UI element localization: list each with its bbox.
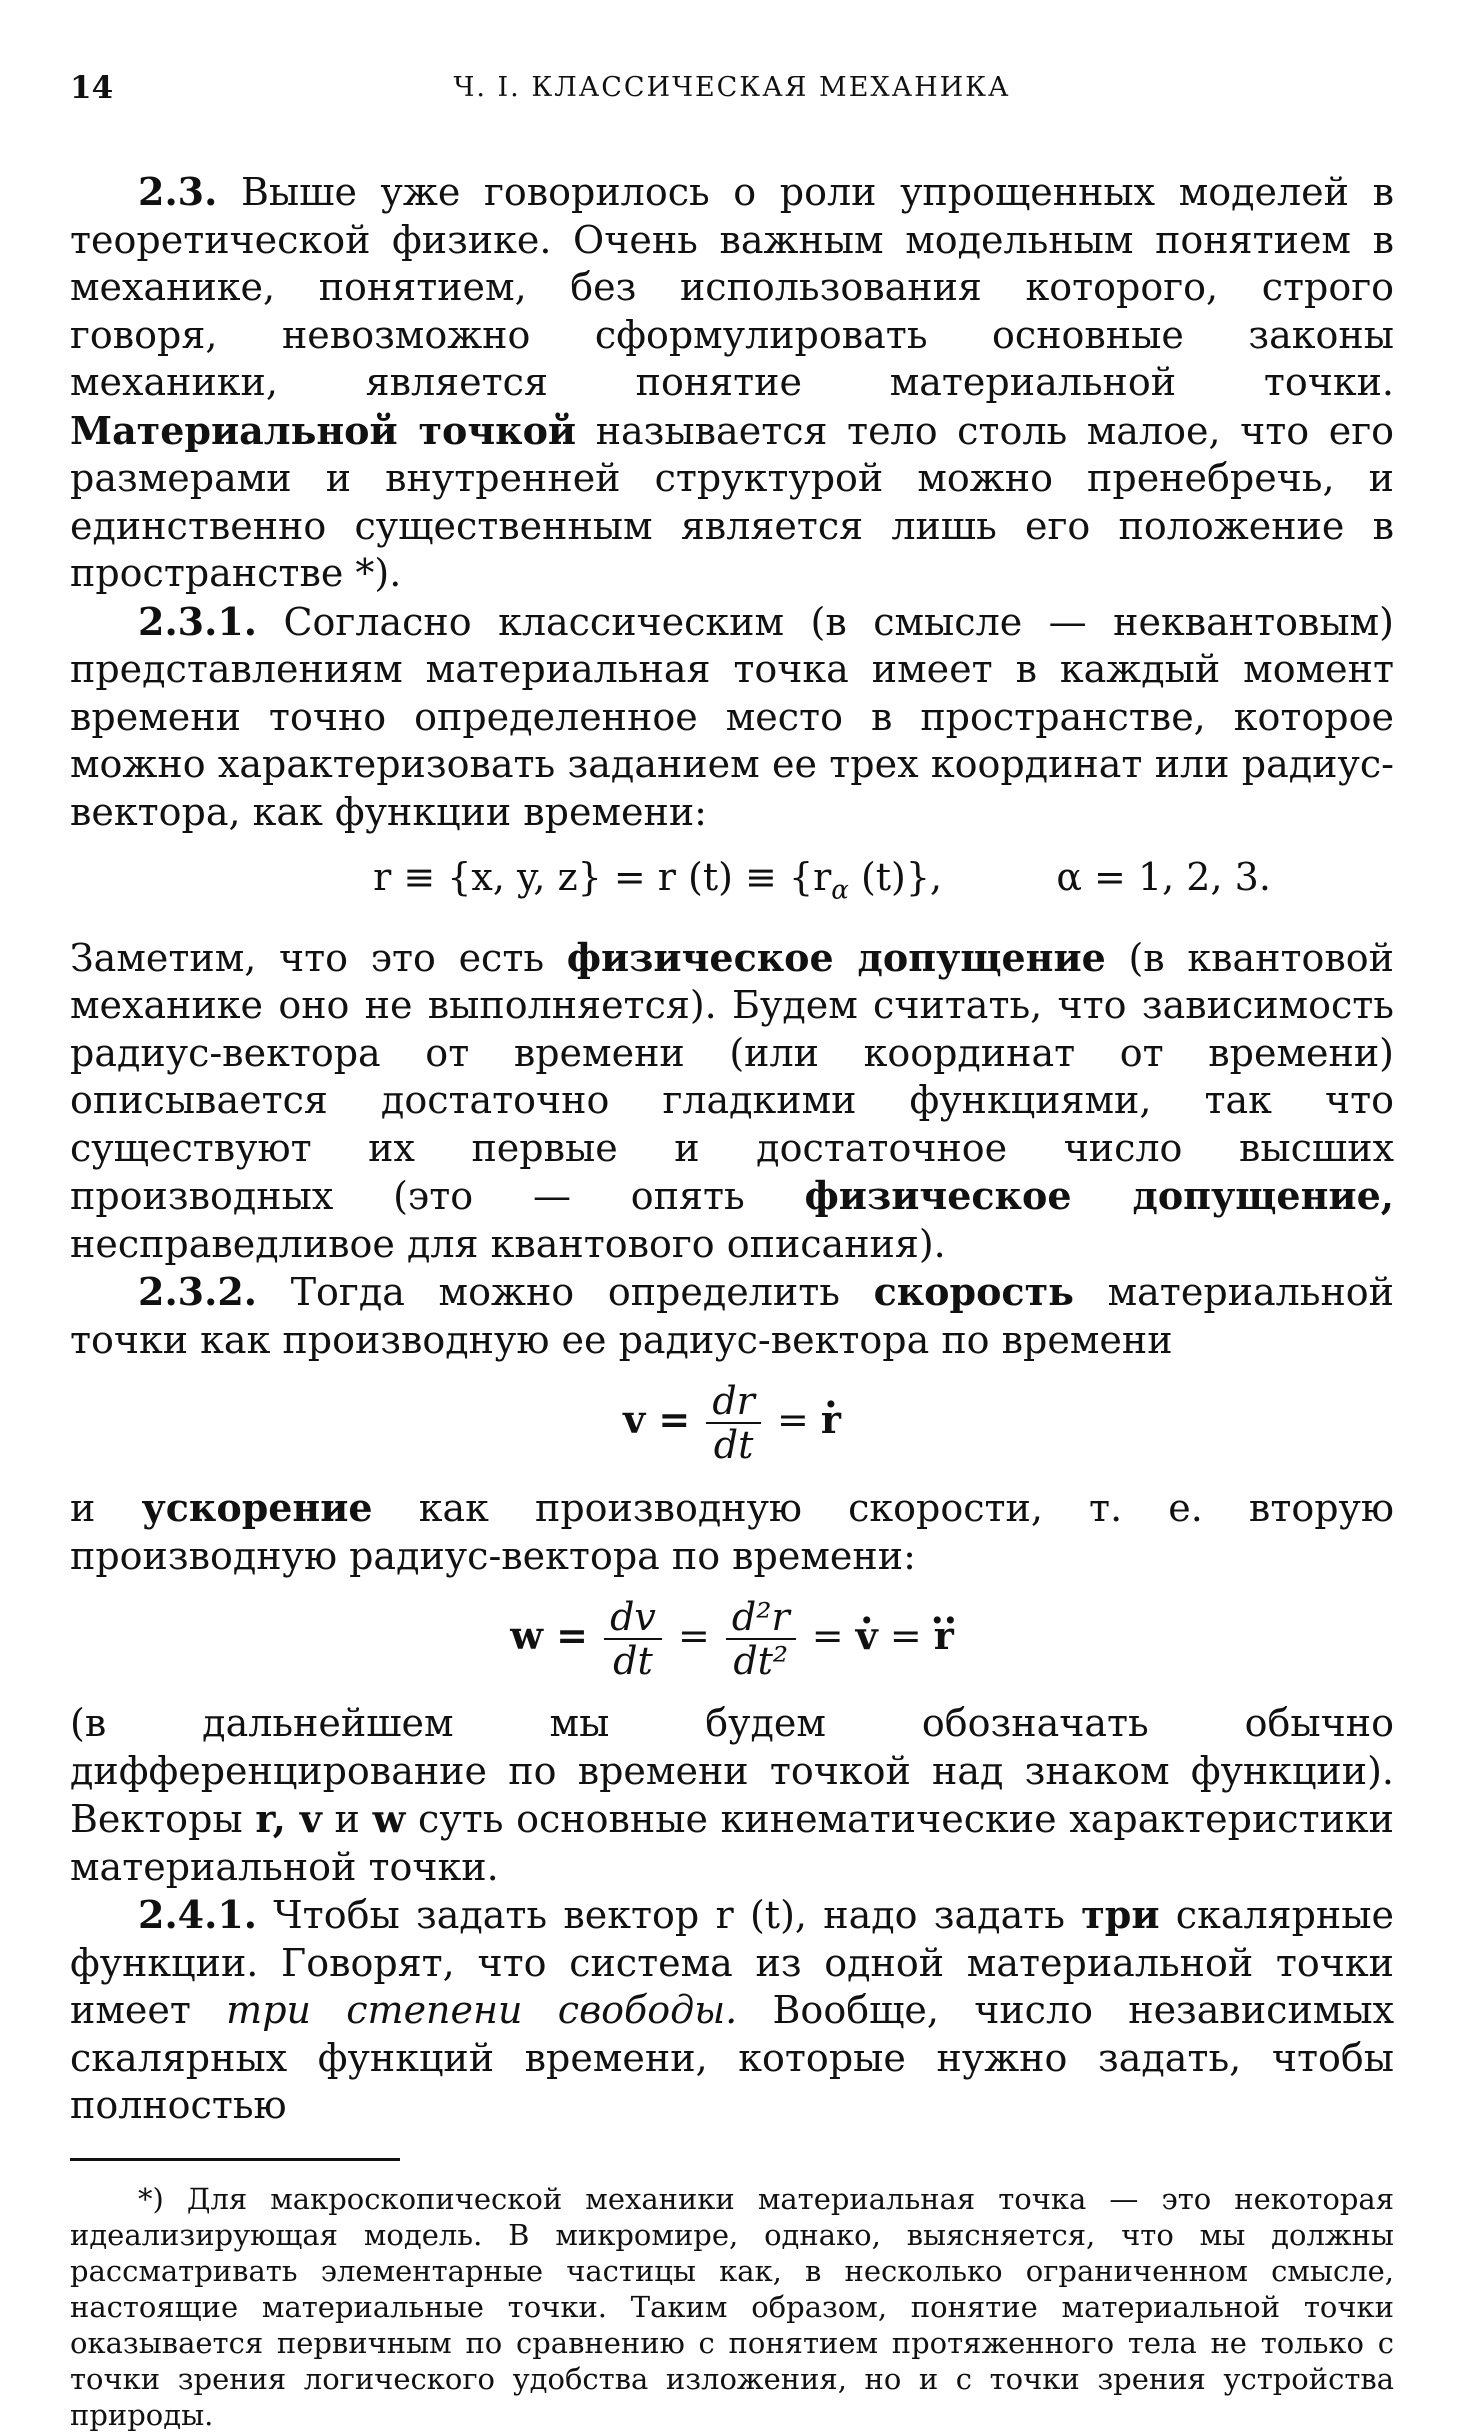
- section-number: 2.4.1.: [138, 1892, 258, 1938]
- page-number: 14: [70, 70, 114, 106]
- paragraph-text: Выше уже говорилось о роли упрощенных моделей в теоретической физике. Очень важным модельным понятием в механике, понятием, без использования которого, строго говоря, невозможно сформулировать основные законы механики, является понятие материальной точки.: [70, 170, 1394, 404]
- footnote-text: *) Для макроскопической механики материальная точка — это некоторая идеализирующая модель. В микромире, однако, выясняется, что мы должны рассматривать элементарные частицы как, в несколько ограниченном смысле, настоящие материальные точки. Таким образом, понятие материальной точки оказывается первичным по сравнению с понятием протяженного тела не только с точки зрения логического удобства изложения, но и с точки зрения устройства природы.: [70, 2181, 1394, 2432]
- paragraph-text: (в квантовой механике оно не выполняется). Будем считать, что зависимость радиус-вектора от времени (или координат от времени) описывается достаточно гладкими функциями, так что существуют их первые и достаточное число высших производных (это — опять: [70, 935, 1394, 1219]
- paragraph-text: и: [321, 1797, 373, 1842]
- r-dot: . r: [821, 1395, 841, 1445]
- paragraph-text: Тогда можно определить: [257, 1270, 874, 1315]
- formula-radius-vector: [70, 852, 1394, 916]
- formula-acceleration: [70, 1596, 1394, 1682]
- main-text: [70, 168, 1394, 2130]
- formula-index: α = 1, 2, 3.: [1056, 855, 1271, 899]
- paragraph-text: называется тело столь малое, что его размерами и внутренней структурой можно пренебречь, и единственно существенным является лишь его положение в пространстве *).: [70, 408, 1394, 595]
- term-physical-assumption: физическое допущение: [566, 934, 1106, 980]
- equals-sign: =: [811, 1613, 844, 1658]
- section-number: 2.3.1.: [138, 598, 258, 644]
- formula-lhs: r ≡ {x, y, z} = r (t) ≡ {r: [373, 855, 832, 899]
- paragraph-notation: [70, 1700, 1394, 1891]
- formula-lhs: v =: [623, 1396, 691, 1442]
- r-double-dot: .. r: [934, 1611, 954, 1661]
- paragraph-text: Чтобы задать вектор r (t), надо задать: [257, 1893, 1082, 1938]
- term-material-point: Материальной точкой: [70, 407, 577, 453]
- page-header: [70, 60, 1394, 116]
- paragraph-2-4-1: [70, 1891, 1394, 2130]
- formula-velocity: [70, 1380, 1394, 1466]
- fraction-numerator: dr: [706, 1380, 761, 1424]
- equals-sign: =: [889, 1613, 922, 1658]
- equals-sign: =: [677, 1613, 710, 1658]
- paragraph-text: и: [70, 1486, 142, 1531]
- equals-sign: =: [776, 1397, 809, 1442]
- paragraph-remark: [70, 934, 1394, 1269]
- term-degrees-of-freedom: три степени свободы.: [226, 1988, 738, 2033]
- paragraph-text: суть основные кинематические характеристики материальной точки.: [70, 1797, 1394, 1889]
- fraction-denominator: dt²: [733, 1639, 789, 1684]
- fraction: [604, 1596, 662, 1682]
- paragraph-text: несправедливое для квантового описания).: [70, 1221, 946, 1266]
- paragraph-2-3-1: [70, 598, 1394, 837]
- paragraph-2-3-2: [70, 1268, 1394, 1364]
- paragraph-text: Вообще, число независимых скалярных функций времени, которые нужно задать, чтобы полностью: [70, 1988, 1394, 2128]
- fraction-numerator: dv: [604, 1596, 662, 1640]
- v-dot: . v: [856, 1611, 878, 1661]
- footnote: [70, 2181, 1394, 2433]
- term-three: три: [1081, 1892, 1160, 1938]
- formula-rhs: (t)},: [848, 855, 943, 899]
- vector-w: w: [372, 1796, 406, 1842]
- paragraph-text: Согласно классическим (в смысле — неквантовым) представлениям материальная точка имеет в каждый момент времени точно определенное место в пространстве, которое можно характеризовать заданием ее трех координат или радиус-вектора, как функции времени:: [70, 599, 1394, 834]
- paragraph-acceleration: [70, 1484, 1394, 1580]
- fraction: [706, 1380, 761, 1466]
- fraction-denominator: dt: [713, 1423, 754, 1468]
- term-physical-assumption-2: физическое допущение,: [804, 1173, 1394, 1219]
- formula-subscript: α: [831, 875, 849, 906]
- vector-r: r,: [255, 1796, 286, 1842]
- term-velocity: скорость: [873, 1269, 1074, 1315]
- fraction: [726, 1596, 796, 1682]
- running-head: Ч. I. КЛАССИЧЕСКАЯ МЕХАНИКА: [453, 72, 1011, 103]
- fraction-denominator: dt: [613, 1639, 653, 1684]
- vector-v: v: [285, 1796, 322, 1842]
- fraction-numerator: d²r: [726, 1596, 796, 1640]
- section-number: 2.3.2.: [138, 1269, 258, 1315]
- paragraph-2-3: [70, 168, 1394, 598]
- paragraph-text: материальной точки как производную ее радиус-вектора по времени: [70, 1270, 1394, 1362]
- paragraph-text: скалярные функции. Говорят, что система из одной материальной точки имеет: [70, 1893, 1394, 2033]
- footnote-rule: [70, 2158, 400, 2161]
- formula-lhs: w =: [510, 1612, 588, 1658]
- section-number: 2.3.: [138, 169, 218, 214]
- paragraph-text: как производную скорости, т. е. вторую производную радиус-вектора по времени:: [70, 1486, 1394, 1578]
- paragraph-text: Заметим, что это есть: [70, 935, 567, 980]
- term-acceleration: ускорение: [141, 1485, 373, 1531]
- paragraph-text: (в дальнейшем мы будем обозначать обычно дифференцирование по времени точкой над знаком функции). Векторы: [70, 1701, 1394, 1842]
